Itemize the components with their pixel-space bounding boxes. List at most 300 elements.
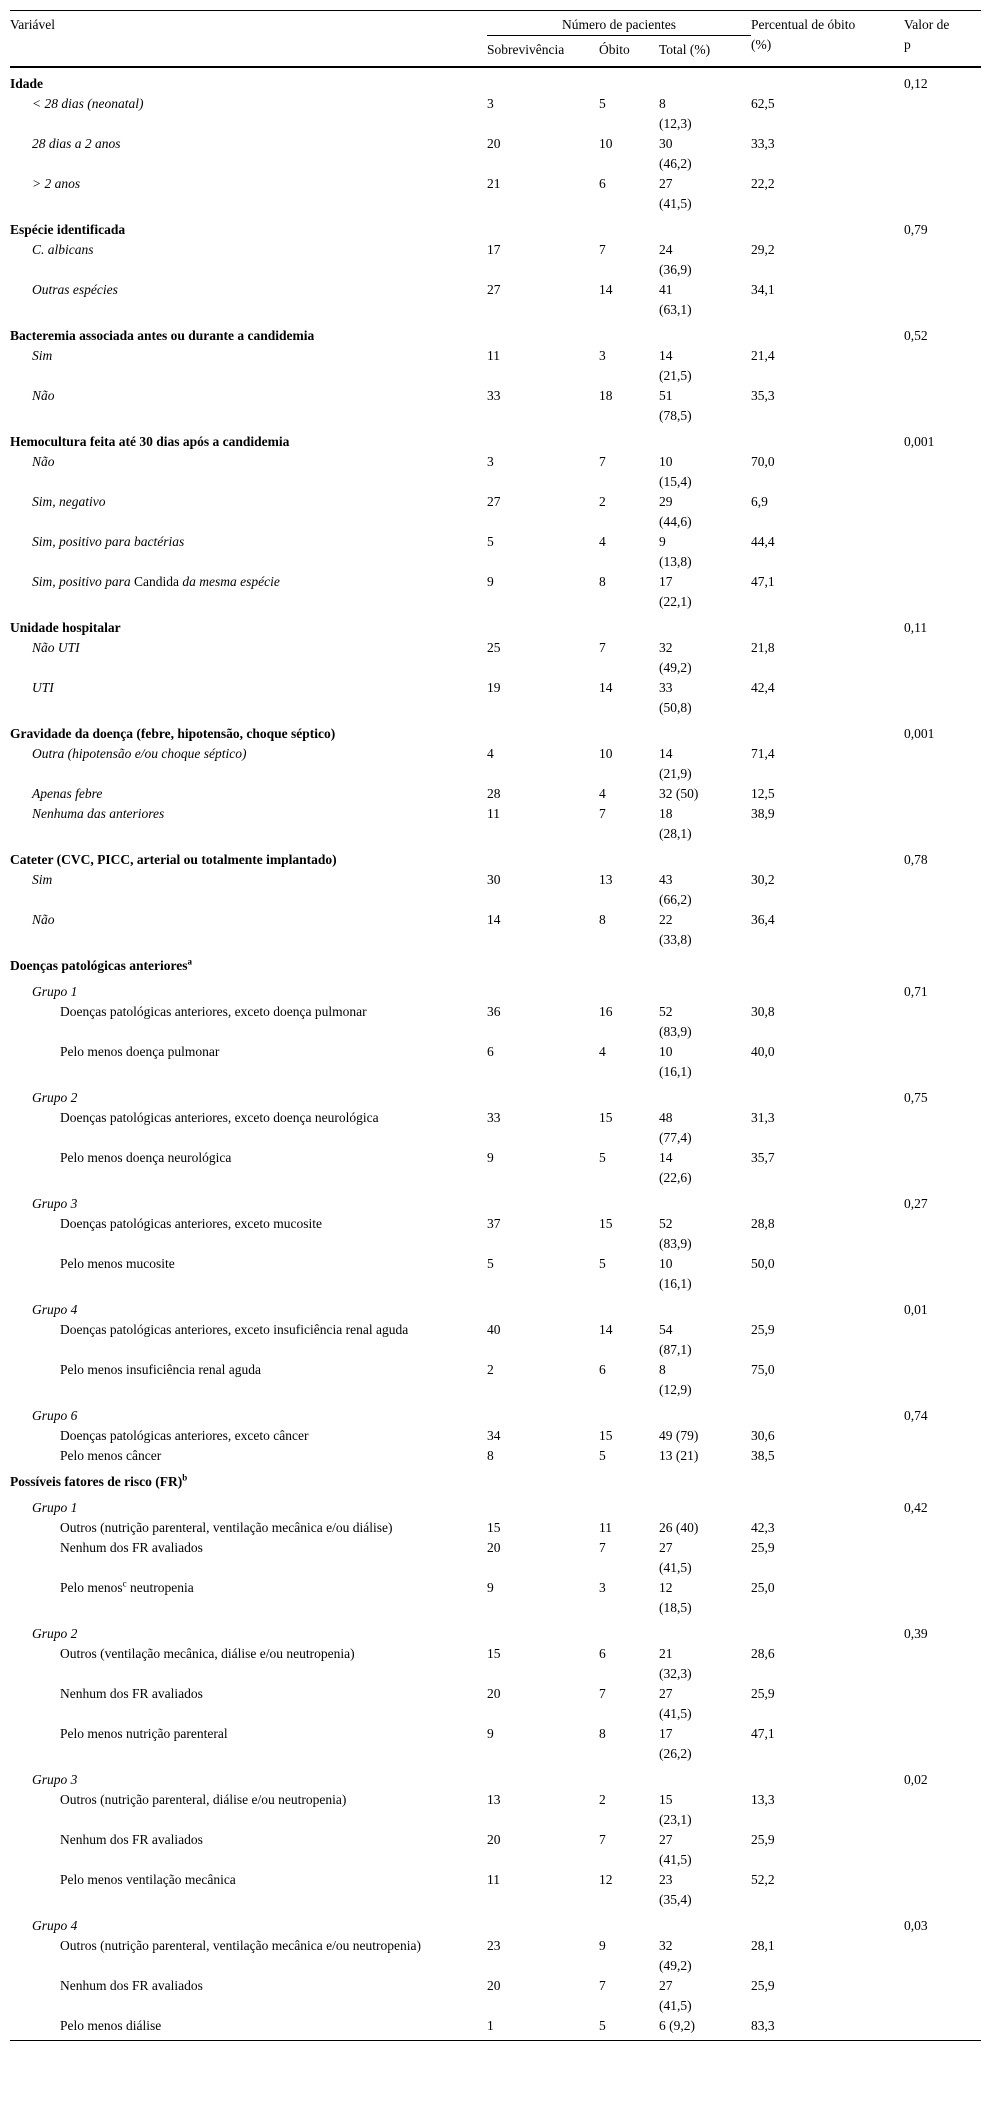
table-row <box>10 452 981 492</box>
group-label: Grupo 3 <box>32 1196 78 1211</box>
death-percent: 75,0 <box>751 1362 775 1377</box>
footnote-mark: c <box>122 1578 127 1589</box>
total-count: 18 (28,1) <box>659 806 692 841</box>
death-percent: 28,6 <box>751 1646 775 1661</box>
survival-count: 15 <box>487 1520 501 1535</box>
group-label: Grupo 4 <box>32 1302 78 1317</box>
table-row <box>10 572 981 612</box>
survival-count: 20 <box>487 1978 501 1993</box>
section-label: Cateter (CVC, PICC, arterial ou totalmente implantado) <box>10 852 337 867</box>
survival-count: 27 <box>487 494 501 509</box>
p-value: 0,42 <box>904 1500 928 1515</box>
p-value: 0,11 <box>904 620 928 635</box>
survival-count: 20 <box>487 1540 501 1555</box>
total-count: 13 (21) <box>659 1448 699 1463</box>
survival-count: 15 <box>487 1646 501 1661</box>
row-label: Outros (ventilação mecânica, diálise e/ou neutropenia) <box>60 1646 355 1661</box>
survival-count: 5 <box>487 1256 494 1271</box>
section-label: Possíveis fatores de risco (FR)$^b$ <box>10 1472 188 1489</box>
survival-count: 36 <box>487 1004 501 1019</box>
total-count: 10 (16,1) <box>659 1044 692 1079</box>
total-count: 27 (41,5) <box>659 1832 692 1867</box>
row-label: Nenhum dos FR avaliados <box>60 1686 203 1701</box>
death-count: 10 <box>599 746 613 761</box>
table-row <box>10 1360 981 1400</box>
death-percent: 31,3 <box>751 1110 775 1125</box>
table-row <box>10 1724 981 1764</box>
death-percent: 28,8 <box>751 1216 775 1231</box>
death-percent: 38,5 <box>751 1448 775 1463</box>
table-row <box>10 1790 981 1830</box>
death-count: 5 <box>599 2016 659 2041</box>
survival-count: 11 <box>487 806 500 821</box>
death-percent: 71,4 <box>751 746 775 761</box>
table-row <box>10 976 981 1002</box>
row-label: Sim, positivo para Candida da mesma espécie <box>32 574 280 589</box>
survival-count: 11 <box>487 1872 500 1887</box>
death-count: 5 <box>599 1448 606 1463</box>
total-count: 41 (63,1) <box>659 282 692 317</box>
total-count: 33 (50,8) <box>659 680 692 715</box>
total-count: 29 (44,6) <box>659 494 692 529</box>
death-percent: 21,8 <box>751 640 775 655</box>
group-label: Grupo 1 <box>32 984 78 999</box>
row-label: Não <box>32 454 55 469</box>
table-row <box>10 1426 981 1446</box>
table-row <box>10 1400 981 1426</box>
survival-count: 11 <box>487 348 500 363</box>
row-label: Pelo menos$^c$ neutropenia <box>60 1578 194 1595</box>
row-label: Doenças patológicas anteriores, exceto doença neurológica <box>60 1110 379 1125</box>
death-count: 7 <box>599 242 606 257</box>
table-row <box>10 1492 981 1518</box>
death-count: 7 <box>599 640 606 655</box>
total-count: 27 (41,5) <box>659 1540 692 1575</box>
p-value: 0,74 <box>904 1408 928 1423</box>
death-count: 4 <box>599 534 606 549</box>
survival-count: 9 <box>487 574 494 589</box>
survival-count: 19 <box>487 680 501 695</box>
row-label: Nenhum dos FR avaliados <box>60 1540 203 1555</box>
p-value: 0,78 <box>904 852 928 867</box>
death-percent: 42,4 <box>751 680 775 695</box>
table-row <box>10 1042 981 1082</box>
group-label: Grupo 3 <box>32 1772 78 1787</box>
p-value: 0,001 <box>904 434 935 449</box>
survival-count: 21 <box>487 176 501 191</box>
table-row <box>10 910 981 950</box>
p-value: 0,39 <box>904 1626 928 1641</box>
total-count: 10 (16,1) <box>659 1256 692 1291</box>
death-count: 8 <box>599 574 606 589</box>
row-label: Não <box>32 912 55 927</box>
p-value: 0,01 <box>904 1302 928 1317</box>
section-label: Idade <box>10 76 44 91</box>
header-total: Total (%) <box>659 36 751 68</box>
p-value: 0,27 <box>904 1196 928 1211</box>
death-percent: 47,1 <box>751 1726 775 1741</box>
table-row <box>10 718 981 744</box>
group-label: Grupo 2 <box>32 1626 78 1641</box>
total-count: 52 (83,9) <box>659 1004 692 1039</box>
table-row <box>10 386 981 426</box>
table-row <box>10 320 981 346</box>
survival-count: 20 <box>487 1832 501 1847</box>
section-label: Unidade hospitalar <box>10 620 121 635</box>
total-count: 32 (49,2) <box>659 1938 692 1973</box>
total-count: 17 (26,2) <box>659 1726 692 1761</box>
survival-count: 6 <box>487 1044 494 1059</box>
death-count: 6 <box>599 1646 606 1661</box>
survival-count: 2 <box>487 1362 494 1377</box>
table-row <box>10 1538 981 1578</box>
death-percent: 21,4 <box>751 348 775 363</box>
death-percent: 30,6 <box>751 1428 775 1443</box>
row-label: Nenhum dos FR avaliados <box>60 1832 203 1847</box>
row-label: Doenças patológicas anteriores, exceto câncer <box>60 1428 309 1443</box>
survival-count: 33 <box>487 388 501 403</box>
table-row <box>10 1320 981 1360</box>
survival-count: 40 <box>487 1322 501 1337</box>
death-percent: 38,9 <box>751 806 775 821</box>
row-label: Pelo menos nutrição parenteral <box>60 1726 228 1741</box>
death-count: 9 <box>599 1938 606 1953</box>
death-count: 4 <box>599 1044 606 1059</box>
table-row <box>10 1148 981 1188</box>
total-count: 23 (35,4) <box>659 1872 692 1907</box>
survival-count: 27 <box>487 282 501 297</box>
table-row <box>10 532 981 572</box>
death-count: 8 <box>599 1726 606 1741</box>
total-count: 27 (41,5) <box>659 176 692 211</box>
total-count: 49 (79) <box>659 1428 699 1443</box>
header-variable: Variável <box>10 11 487 68</box>
table-row <box>10 426 981 452</box>
group-label: Grupo 1 <box>32 1500 78 1515</box>
table-row <box>10 1644 981 1684</box>
death-count: 14 <box>599 1322 613 1337</box>
table-row <box>10 280 981 320</box>
footnote-mark: a <box>187 956 192 967</box>
total-count: 8 (12,3) <box>659 96 692 131</box>
row-label: Pelo menos diálise <box>10 2016 487 2041</box>
death-percent: 28,1 <box>751 1938 775 1953</box>
table-row <box>10 678 981 718</box>
row-label: Sim, positivo para bactérias <box>32 534 185 549</box>
death-percent: 22,2 <box>751 176 775 191</box>
death-percent: 83,3 <box>751 2016 904 2041</box>
death-count: 15 <box>599 1428 613 1443</box>
death-count: 10 <box>599 136 613 151</box>
header-pct-death: Percentual de óbito (%) <box>751 11 904 68</box>
header-death: Óbito <box>599 36 659 68</box>
death-count: 16 <box>599 1004 613 1019</box>
table-row <box>10 1830 981 1870</box>
table-header <box>10 11 981 68</box>
death-count: 13 <box>599 872 613 887</box>
death-percent: 25,9 <box>751 1686 775 1701</box>
table-row <box>10 94 981 134</box>
death-percent: 25,9 <box>751 1540 775 1555</box>
death-percent: 25,9 <box>751 1322 775 1337</box>
death-count: 14 <box>599 282 613 297</box>
death-count: 15 <box>599 1110 613 1125</box>
death-percent: 29,2 <box>751 242 775 257</box>
row-label: Doenças patológicas anteriores, exceto mucosite <box>60 1216 323 1231</box>
survival-count: 37 <box>487 1216 501 1231</box>
table-row <box>10 1518 981 1538</box>
table-row <box>10 844 981 870</box>
death-count: 5 <box>599 1256 606 1271</box>
survival-count: 1 <box>487 2016 599 2041</box>
header-survival: Sobrevivência <box>487 36 599 68</box>
table-row <box>10 1466 981 1492</box>
total-count: 22 (33,8) <box>659 912 692 947</box>
total-count: 52 (83,9) <box>659 1216 692 1251</box>
death-percent: 42,3 <box>751 1520 775 1535</box>
survival-count: 4 <box>487 746 494 761</box>
survival-count: 9 <box>487 1726 494 1741</box>
table-row <box>10 1002 981 1042</box>
death-percent: 25,9 <box>751 1832 775 1847</box>
total-count: 26 (40) <box>659 1520 699 1535</box>
table-row <box>10 804 981 844</box>
row-label: < 28 dias (neonatal) <box>32 96 144 111</box>
section-label: Gravidade da doença (febre, hipotensão, choque séptico) <box>10 726 336 741</box>
death-percent: 36,4 <box>751 912 775 927</box>
group-label: Grupo 6 <box>32 1408 78 1423</box>
total-count: 24 (36,9) <box>659 242 692 277</box>
row-label: Pelo menos mucosite <box>60 1256 175 1271</box>
row-label: Pelo menos insuficiência renal aguda <box>60 1362 261 1377</box>
table-row <box>10 1108 981 1148</box>
death-percent: 30,2 <box>751 872 775 887</box>
total-count: 30 (46,2) <box>659 136 692 171</box>
p-value: 0,52 <box>904 328 928 343</box>
table-row <box>10 1618 981 1644</box>
total-count: 51 (78,5) <box>659 388 692 423</box>
row-label: Apenas febre <box>32 786 103 801</box>
survival-count: 28 <box>487 786 501 801</box>
row-label: Outras espécies <box>32 282 118 297</box>
table-row <box>10 214 981 240</box>
death-percent: 12,5 <box>751 786 775 801</box>
death-percent: 44,4 <box>751 534 775 549</box>
footnote-mark: b <box>182 1472 188 1483</box>
death-count: 3 <box>599 348 606 363</box>
section-label: Bacteremia associada antes ou durante a candidemia <box>10 328 315 343</box>
survival-count: 5 <box>487 534 494 549</box>
row-label: Nenhuma das anteriores <box>32 806 165 821</box>
row-label: Sim <box>32 872 53 887</box>
table-body <box>10 67 981 2041</box>
row-label: Doenças patológicas anteriores, exceto insuficiência renal aguda <box>60 1322 409 1337</box>
survival-count: 9 <box>487 1580 494 1595</box>
death-percent: 25,0 <box>751 1580 775 1595</box>
death-count: 12 <box>599 1872 613 1887</box>
total-count: 14 (21,5) <box>659 348 692 383</box>
row-label: C. albicans <box>32 242 94 257</box>
row-label: 28 dias a 2 anos <box>32 136 121 151</box>
table-row <box>10 1578 981 1618</box>
p-value: 0,71 <box>904 984 928 999</box>
death-count: 14 <box>599 680 613 695</box>
survival-count: 14 <box>487 912 501 927</box>
total-count: 14 (22,6) <box>659 1150 692 1185</box>
death-count: 7 <box>599 1686 606 1701</box>
survival-count: 30 <box>487 872 501 887</box>
table-row <box>10 612 981 638</box>
death-count: 11 <box>599 1520 612 1535</box>
p-value: 0,79 <box>904 222 928 237</box>
row-label: Não UTI <box>32 640 80 655</box>
total-count: 10 (15,4) <box>659 454 692 489</box>
row-label: Nenhum dos FR avaliados <box>60 1978 203 1993</box>
row-label: UTI <box>32 680 54 695</box>
death-count: 7 <box>599 1832 606 1847</box>
total-count: 27 (41,5) <box>659 1686 692 1721</box>
table-row <box>10 1188 981 1214</box>
death-percent: 6,9 <box>751 494 768 509</box>
survival-count: 20 <box>487 136 501 151</box>
table-row <box>10 1082 981 1108</box>
row-label: Outros (nutrição parenteral, ventilação mecânica e/ou diálise) <box>60 1520 393 1535</box>
total-count: 8 (12,9) <box>659 1362 692 1397</box>
table-row <box>10 950 981 976</box>
survival-count: 13 <box>487 1792 501 1807</box>
total-count: 32 (50) <box>659 786 699 801</box>
survival-count: 9 <box>487 1150 494 1165</box>
death-percent: 52,2 <box>751 1872 775 1887</box>
table-row <box>10 784 981 804</box>
table-row <box>10 492 981 532</box>
death-count: 5 <box>599 96 606 111</box>
row-label: Pelo menos câncer <box>60 1448 162 1463</box>
death-count: 3 <box>599 1580 606 1595</box>
death-percent: 13,3 <box>751 1792 775 1807</box>
group-label: Grupo 2 <box>32 1090 78 1105</box>
death-count: 2 <box>599 1792 606 1807</box>
p-value: 0,001 <box>904 726 935 741</box>
table-row <box>10 2016 981 2041</box>
row-label: Pelo menos doença neurológica <box>60 1150 232 1165</box>
p-value: 0,03 <box>904 1918 928 1933</box>
row-label: Doenças patológicas anteriores, exceto doença pulmonar <box>60 1004 367 1019</box>
table-row <box>10 1214 981 1254</box>
table-row <box>10 1684 981 1724</box>
table-row <box>10 67 981 94</box>
total-count: 43 (66,2) <box>659 872 692 907</box>
row-label: Sim <box>32 348 53 363</box>
table-row <box>10 870 981 910</box>
table-row <box>10 1936 981 1976</box>
row-label: Pelo menos doença pulmonar <box>60 1044 220 1059</box>
death-count: 7 <box>599 806 606 821</box>
table-row <box>10 134 981 174</box>
total-count: 32 (49,2) <box>659 640 692 675</box>
death-count: 8 <box>599 912 606 927</box>
death-count: 6 <box>599 176 606 191</box>
table-row <box>10 744 981 784</box>
group-label: Grupo 4 <box>32 1918 78 1933</box>
survival-count: 34 <box>487 1428 501 1443</box>
header-num-patients: Número de pacientes <box>487 11 751 36</box>
total-count: 17 (22,1) <box>659 574 692 609</box>
survival-count: 25 <box>487 640 501 655</box>
p-value: 0,02 <box>904 1772 928 1787</box>
death-count: 7 <box>599 454 606 469</box>
death-count: 4 <box>599 786 606 801</box>
results-table <box>10 10 981 2041</box>
total-count: 14 (21,9) <box>659 746 692 781</box>
survival-count: 33 <box>487 1110 501 1125</box>
p-value: 0,12 <box>904 76 928 91</box>
death-percent: 35,7 <box>751 1150 775 1165</box>
section-label: Espécie identificada <box>10 222 126 237</box>
row-label: Pelo menos ventilação mecânica <box>60 1872 236 1887</box>
death-count: 2 <box>599 494 606 509</box>
row-label: Não <box>32 388 55 403</box>
table-row <box>10 346 981 386</box>
death-percent: 33,3 <box>751 136 775 151</box>
row-label: Outra (hipotensão e/ou choque séptico) <box>32 746 247 761</box>
total-count: 12 (18,5) <box>659 1580 692 1615</box>
death-count: 7 <box>599 1978 606 1993</box>
table-row <box>10 240 981 280</box>
death-count: 6 <box>599 1362 606 1377</box>
total-count: 54 (87,1) <box>659 1322 692 1357</box>
death-count: 18 <box>599 388 613 403</box>
p-value: 0,75 <box>904 1090 928 1105</box>
survival-count: 20 <box>487 1686 501 1701</box>
death-percent: 40,0 <box>751 1044 775 1059</box>
header-pvalue: Valor de p <box>904 11 981 68</box>
table-row <box>10 638 981 678</box>
death-percent: 47,1 <box>751 574 775 589</box>
death-percent: 62,5 <box>751 96 775 111</box>
survival-count: 3 <box>487 96 494 111</box>
death-count: 15 <box>599 1216 613 1231</box>
section-label: Doenças patológicas anteriores$^a$ <box>10 956 192 973</box>
total-count: 9 (13,8) <box>659 534 692 569</box>
table-row <box>10 1294 981 1320</box>
death-percent: 25,9 <box>751 1978 775 1993</box>
death-count: 7 <box>599 1540 606 1555</box>
death-percent: 35,3 <box>751 388 775 403</box>
row-label: Outros (nutrição parenteral, ventilação mecânica e/ou neutropenia) <box>60 1938 421 1953</box>
death-percent: 30,8 <box>751 1004 775 1019</box>
table-row <box>10 1446 981 1466</box>
death-percent: 34,1 <box>751 282 775 297</box>
table-row <box>10 174 981 214</box>
table-row <box>10 1870 981 1910</box>
total-count: 21 (32,3) <box>659 1646 692 1681</box>
row-label: Sim, negativo <box>32 494 106 509</box>
total-count: 6 (9,2) <box>659 2016 751 2041</box>
survival-count: 17 <box>487 242 501 257</box>
table-row <box>10 1910 981 1936</box>
survival-count: 23 <box>487 1938 501 1953</box>
section-label: Hemocultura feita até 30 dias após a candidemia <box>10 434 290 449</box>
survival-count: 3 <box>487 454 494 469</box>
row-label: > 2 anos <box>32 176 81 191</box>
row-label: Outros (nutrição parenteral, diálise e/ou neutropenia) <box>60 1792 347 1807</box>
survival-count: 8 <box>487 1448 494 1463</box>
death-percent: 70,0 <box>751 454 775 469</box>
total-count: 27 (41,5) <box>659 1978 692 2013</box>
table-row <box>10 1764 981 1790</box>
total-count: 15 (23,1) <box>659 1792 692 1827</box>
